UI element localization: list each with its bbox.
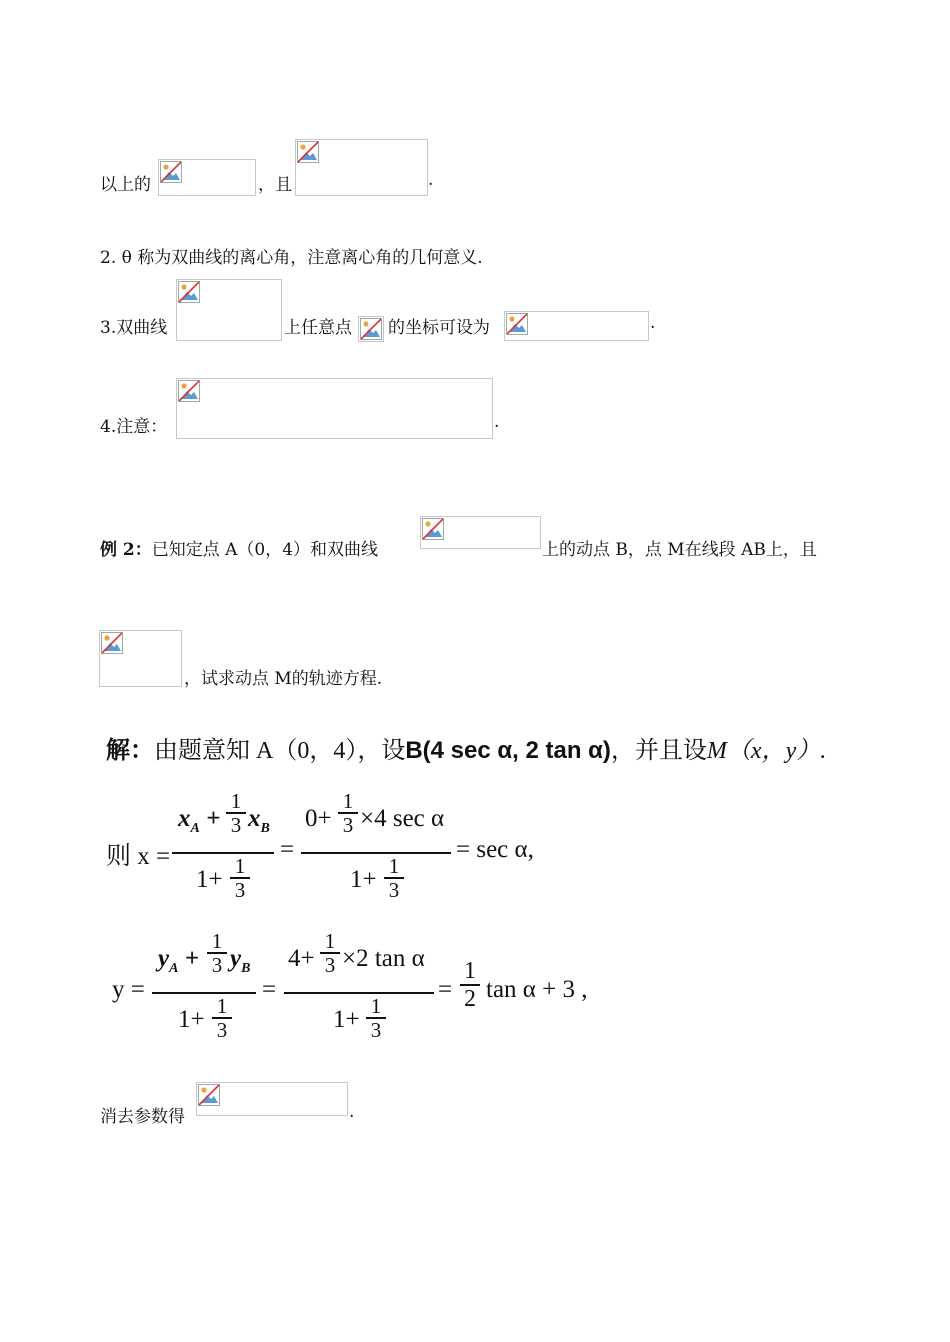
x-frac1-den-inner: $\frac{1}{3}$: [230, 855, 250, 901]
broken-image: [99, 630, 182, 687]
b-coordinate: B(4 sec α, 2 tan α): [405, 737, 611, 764]
solution-label: 解：: [106, 737, 154, 764]
example-line2: ，试求动点 M的轨迹方程.: [184, 669, 383, 689]
x-frac2-den: 1+: [350, 866, 377, 893]
x-prefix: 则 x =: [106, 843, 171, 870]
y-frac1-inner: $\frac{1}{3}$: [207, 930, 227, 976]
y-frac2-num-a: 4+: [288, 945, 315, 972]
item3-mid2: 的坐标可设为: [388, 318, 490, 338]
broken-image: [176, 279, 282, 341]
broken-image: [295, 139, 428, 196]
item1-line: [100, 170, 151, 195]
example-line1-b: 上的动点 B，点 M在线段 AB上，且: [542, 540, 817, 560]
m-coordinate: M（x，y）.: [706, 738, 827, 764]
x-frac2-num-b: ×4 sec α: [360, 805, 445, 832]
x-eq: =: [280, 836, 295, 863]
y-frac1-bar: [152, 992, 256, 994]
y-half: $\frac{1}{2}$: [460, 958, 480, 1012]
broken-image-icon: [360, 318, 382, 340]
item3-mid: 上任意点: [284, 318, 352, 338]
broken-image-icon: [198, 1084, 220, 1106]
broken-image: [504, 311, 649, 341]
broken-image-icon: [178, 281, 200, 303]
item3-end: .: [650, 313, 656, 333]
item3-prefix: 3.双曲线: [100, 318, 168, 338]
broken-image: [176, 378, 493, 439]
broken-image-icon: [160, 161, 182, 183]
y-eq: =: [262, 976, 277, 1003]
y-frac2-inner: $\frac{1}{3}$: [320, 930, 340, 976]
broken-image: [158, 159, 256, 196]
x-result: = sec α,: [456, 836, 534, 863]
example-line1: [100, 535, 378, 560]
solution-intro: 由题意知 A（0，4），设: [154, 738, 406, 764]
x-frac1-inner: $\frac{1}{3}$: [226, 790, 246, 836]
broken-image: [358, 316, 384, 342]
x-frac2-inner: $\frac{1}{3}$: [338, 790, 358, 836]
broken-image-icon: [178, 380, 200, 402]
solution-line: [106, 730, 826, 765]
x-frac1-xb: $x_B$: [248, 805, 270, 836]
x-frac1-den: 1+: [196, 866, 223, 893]
conclusion-text: 消去参数得: [100, 1107, 185, 1127]
item1-end: .: [428, 170, 434, 190]
broken-image: [196, 1082, 348, 1116]
y-eq2: =: [438, 976, 453, 1003]
item2-text: 2. θ 称为双曲线的离心角，注意离心角的几何意义.: [100, 248, 483, 268]
y-frac1-yb: $y_B$: [230, 945, 251, 976]
item4-end: .: [494, 412, 500, 432]
solution-intro2: ，并且设: [610, 738, 707, 764]
example-label: 例 2：: [100, 540, 152, 560]
conclusion-end: .: [349, 1102, 355, 1122]
item4-prefix: 4.注意：: [100, 417, 168, 437]
y-frac2-den-inner: $\frac{1}{3}$: [366, 995, 386, 1041]
y-frac2-den: 1+: [333, 1006, 360, 1033]
y-frac1-den-inner: $\frac{1}{3}$: [212, 995, 232, 1041]
item1-prefix: 以上的: [100, 175, 151, 195]
item1-comma: ，且: [258, 175, 292, 195]
y-frac1-num: $y_A$ +: [158, 945, 199, 976]
example-line1-a: 已知定点 A（0，4）和双曲线: [151, 540, 379, 560]
broken-image-icon: [297, 141, 319, 163]
broken-image: [420, 516, 541, 549]
broken-image-icon: [506, 313, 528, 335]
y-frac1-den: 1+: [178, 1006, 205, 1033]
y-frac2-num-b: ×2 tan α: [342, 945, 425, 972]
broken-image-icon: [101, 632, 123, 654]
y-prefix: y =: [112, 976, 145, 1003]
x-frac1-num: $x_A$ +: [178, 805, 221, 836]
x-frac2-num-a: 0+: [305, 805, 332, 832]
x-frac2-bar: [301, 852, 451, 854]
x-frac2-den-inner: $\frac{1}{3}$: [384, 855, 404, 901]
y-result: tan α + 3 ,: [486, 976, 588, 1003]
x-frac1-bar: [172, 852, 274, 854]
broken-image-icon: [422, 518, 444, 540]
y-frac2-bar: [284, 992, 434, 994]
